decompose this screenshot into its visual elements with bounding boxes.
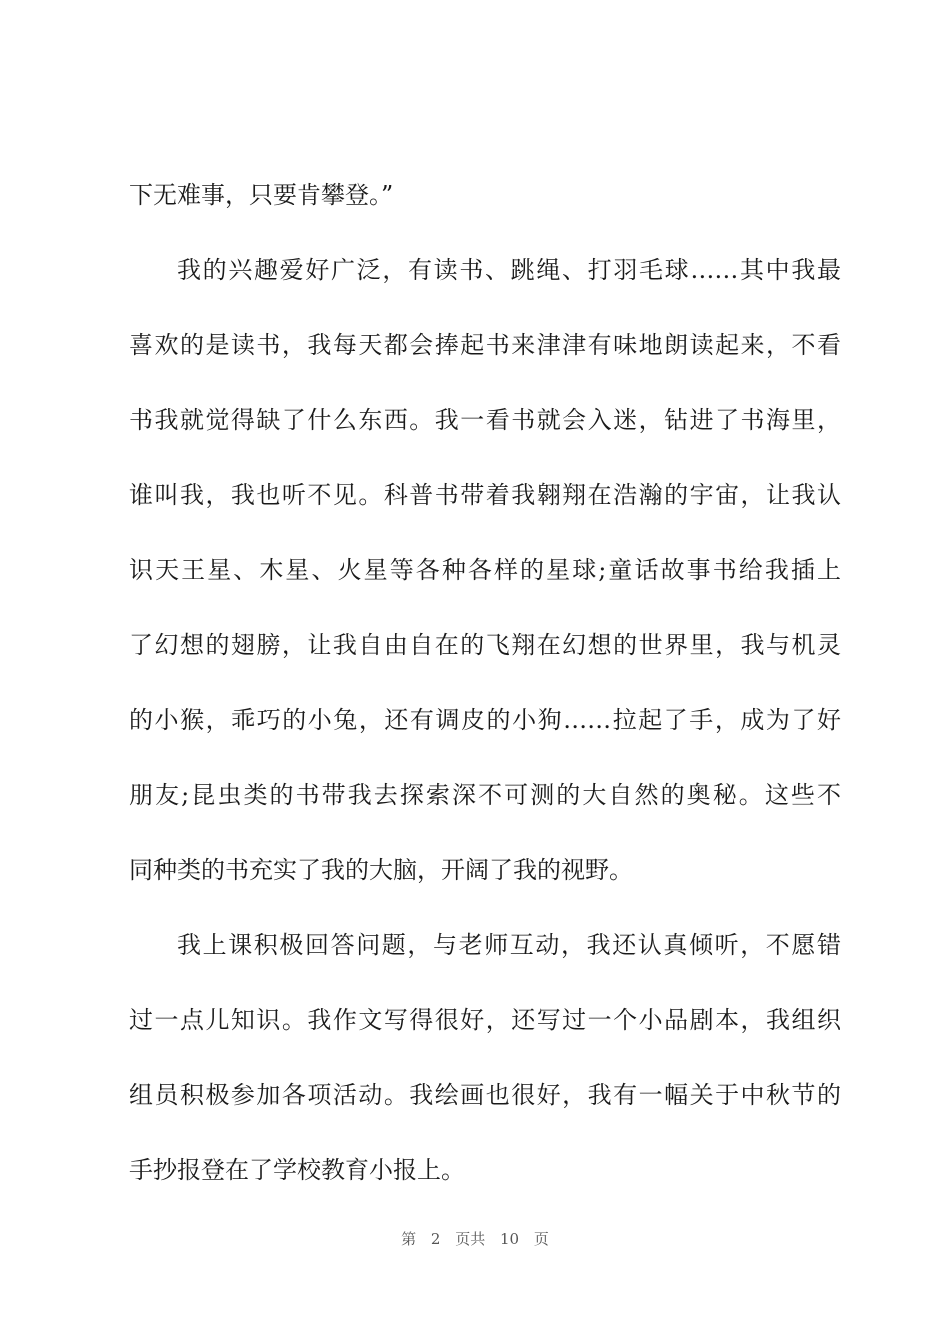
text-line-4: 书我就觉得缺了什么东西。我一看书就会入迷，钻进了书海里， [129,406,841,434]
text-line-1: 下无难事，只要肯攀登。” [129,181,394,209]
body-text [129,158,841,1208]
text-line-8: 的小猴，乖巧的小兔，还有调皮的小狗……拉起了手，成为了好 [129,706,841,734]
text-line-9: 朋友;昆虫类的书带我去探索深不可测的大自然的奥秘。这些不 [129,781,841,809]
text-line-11: 我上课积极回答问题，与老师互动，我还认真倾听，不愿错 [177,931,841,959]
text-line-6: 识天王星、木星、火星等各种各样的星球;童话故事书给我插上 [129,556,841,584]
text-line-10: 同种类的书充实了我的大脑，开阔了我的视野。 [129,856,633,884]
text-line-2: 我的兴趣爱好广泛，有读书、跳绳、打羽毛球……其中我最 [177,256,841,284]
text-line-13: 组员积极参加各项活动。我绘画也很好，我有一幅关于中秋节的 [129,1081,841,1109]
text-line-7: 了幻想的翅膀，让我自由自在的飞翔在幻想的世界里，我与机灵 [129,631,841,659]
text-line-14: 手抄报登在了学校教育小报上。 [129,1156,465,1184]
text-line-5: 谁叫我，我也听不见。科普书带着我翱翔在浩瀚的宇宙，让我认 [129,481,841,509]
text-line-12: 过一点儿知识。我作文写得很好，还写过一个小品剧本，我组织 [129,1006,841,1034]
text-line-3: 喜欢的是读书，我每天都会捧起书来津津有味地朗读起来，不看 [129,331,841,359]
page-footer: 第 2 页共 10 页 [401,1230,549,1248]
